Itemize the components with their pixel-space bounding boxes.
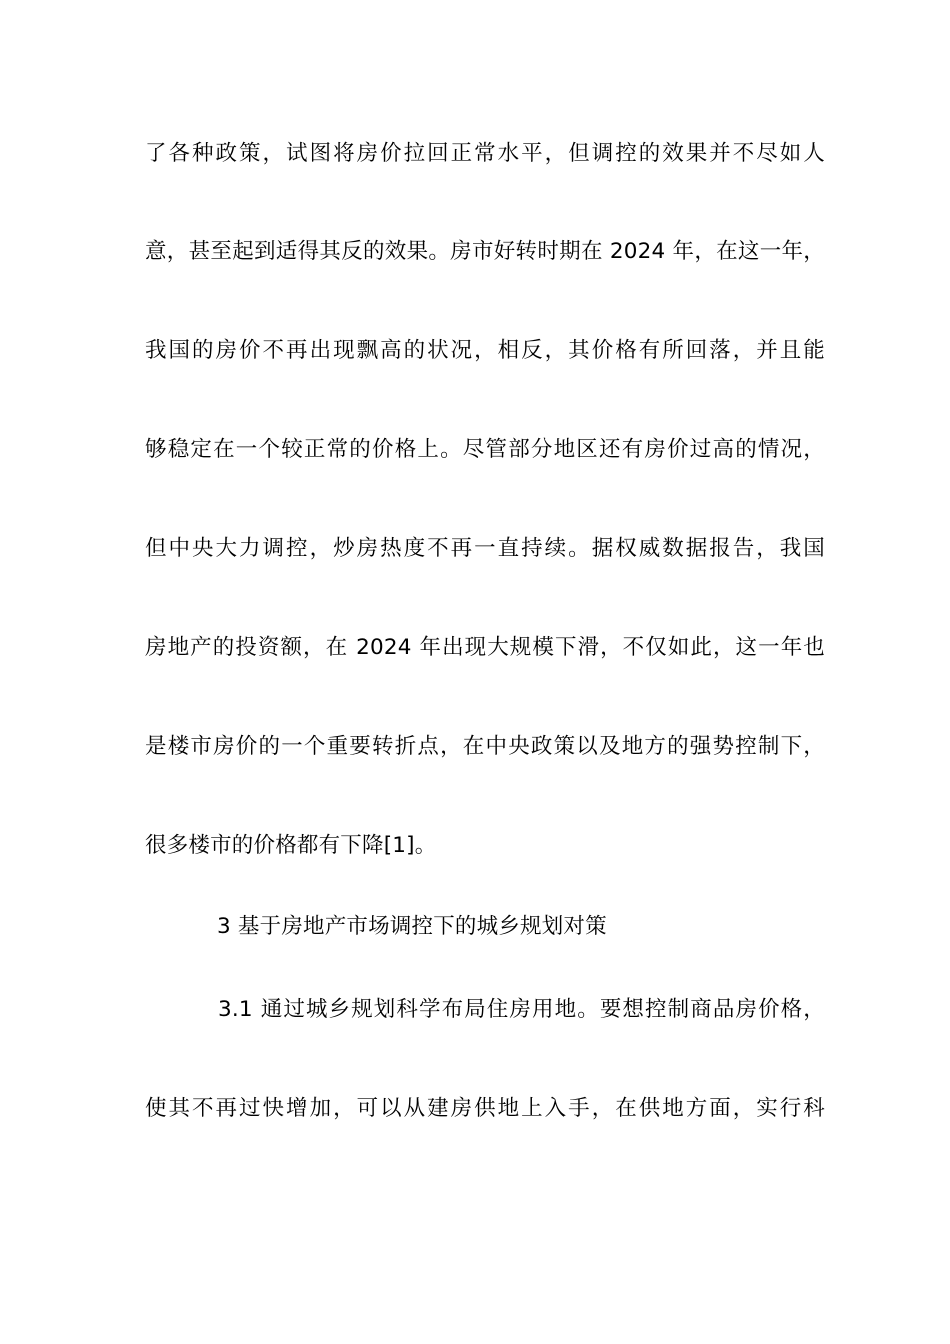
paragraph-line: 够稳定在一个较正常的价格上。尽管部分地区还有房价过高的情况，	[145, 437, 825, 462]
paragraph-line: 了各种政策，试图将房价拉回正常水平，但调控的效果并不尽如人	[145, 141, 825, 166]
paragraph-line: 我国的房价不再出现飘高的状况，相反，其价格有所回落，并且能	[145, 338, 825, 363]
paragraph-last-line: 很多楼市的价格都有下降[1]。	[145, 833, 437, 858]
paragraph-line: 房地产的投资额，在 2024 年出现大规模下滑，不仅如此，这一年也	[145, 635, 825, 660]
paragraph-line: 意，甚至起到适得其反的效果。房市好转时期在 2024 年，在这一年，	[145, 239, 825, 264]
paragraph-line: 是楼市房价的一个重要转折点，在中央政策以及地方的强势控制下，	[145, 734, 825, 759]
subsection-line: 使其不再过快增加，可以从建房供地上入手，在供地方面，实行科	[145, 1096, 825, 1121]
subsection-first-line: 3.1 通过城乡规划科学布局住房用地。要想控制商品房价格，	[218, 997, 825, 1022]
paragraph-line: 但中央大力调控，炒房热度不再一直持续。据权威数据报告，我国	[145, 536, 825, 561]
section-heading: 3 基于房地产市场调控下的城乡规划对策	[217, 914, 607, 939]
